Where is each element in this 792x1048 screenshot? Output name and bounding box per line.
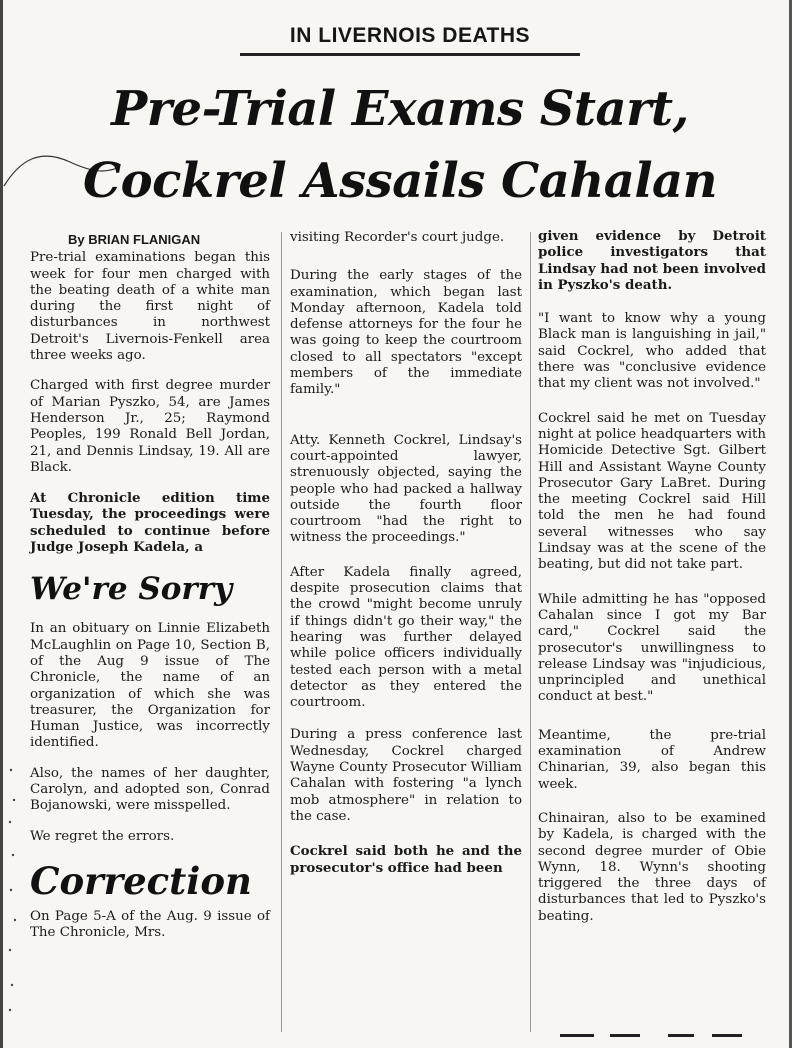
paragraph: Cockrel said he met on Tuesday night at police headquarters with Homicide Detective Sgt. Gilbert Hill and Assistant Wayne County Prosecutor Gary LaBret. During the meeting Cockrel said Hill told the men he had found several witnesses who say Lindsay was at the scene of the beating, but did not take part. xyxy=(538,410,766,573)
kicker-underline xyxy=(240,53,580,56)
article-column-1 xyxy=(30,232,270,956)
footer-rule xyxy=(560,1034,594,1037)
paragraph: Atty. Kenneth Cockrel, Lindsay's court-appointed lawyer, strenuously objected, saying the people who had packed a hallway outside the fourth floor courtroom "had the right to witness the proceedings." xyxy=(290,432,522,546)
headline-line-2: Cockrel Assails Cahalan xyxy=(82,153,718,209)
paragraph: We regret the errors. xyxy=(30,828,175,844)
paragraph: At Chronicle edition time Tuesday, the proceedings were scheduled to continue before Judge Joseph Kadela, a xyxy=(30,490,270,556)
paragraph: Cockrel said both he and the prosecutor's office had been xyxy=(290,843,522,876)
paragraph: While admitting he has "opposed Cahalan since I got my Bar card," Cockrel said the prosecutor's unwillingness to release Lindsay was "injudicious, unprincipled and unethical conduct at best." xyxy=(538,591,766,705)
article-column-2 xyxy=(290,230,522,890)
paragraph: given evidence by Detroit police investigators that Lindsay had not been involved in Pyszko's death. xyxy=(538,228,766,293)
paragraph: Chinairan, also to be examined by Kadela, is charged with the second degree murder of Obie Wynn, 18. Wynn's shooting triggered the three days of disturbances that led to Pyszko's beating. xyxy=(538,810,766,924)
column-divider xyxy=(530,232,531,1032)
byline: By BRIAN FLANIGAN xyxy=(68,232,201,247)
paragraph: visiting Recorder's court judge. xyxy=(290,230,505,245)
kicker: IN LIVERNOIS DEATHS xyxy=(289,24,531,47)
paragraph: During a press conference last Wednesday, Cockrel charged Wayne County Prosecutor William Cahalan with fostering "a lynch mob atmosphere" in relation to the case. xyxy=(290,727,522,824)
paragraph: Also, the names of her daughter, Carolyn, and adopted son, Conrad Bojanowski, were misspelled. xyxy=(30,765,270,814)
paragraph: After Kadela finally agreed, despite prosecution claims that the crowd "might become unruly if things didn't go their way," the hearing was further delayed while police officers individually tested each person with a metal detector as they entered the courtroom. xyxy=(290,564,522,711)
article-column-3 xyxy=(538,228,766,939)
scan-speckle-marks xyxy=(5,760,25,1020)
headline-line-1: Pre-Trial Exams Start, xyxy=(111,81,689,137)
sorry-heading: We're Sorry xyxy=(30,571,233,608)
paragraph: Meantime, the pre-trial examination of Andrew Chinarian, 39, also began this week. xyxy=(538,727,766,792)
footer-rule xyxy=(610,1034,640,1037)
correction-heading: Correction xyxy=(30,858,252,903)
paragraph: In an obituary on Linnie Elizabeth McLaughlin on Page 10, Section B, of the Aug 9 issue of The Chronicle, the name of an organization of which she was treasurer, the Organization for Human Justice, was incorrectly identified. xyxy=(30,621,270,751)
paragraph: During the early stages of the examination, which began last Monday afternoon, Kadela told defense attorneys for the four he was going to keep the courtroom closed to all spectators "except members of the immediate family." xyxy=(290,268,522,398)
footer-rule xyxy=(712,1034,742,1037)
paragraph: On Page 5-A of the Aug. 9 issue of The Chronicle, Mrs. xyxy=(30,908,270,941)
paragraph: Pre-trial examinations began this week for four men charged with the beating death of a white man during the first night of disturbances in northwest Detroit's Livernois-Fenkell area three weeks ago. xyxy=(30,250,270,364)
kicker-box xyxy=(240,21,580,55)
paragraph: "I want to know why a young Black man is languishing in jail," said Cockrel, who added that there was "conclusive evidence that my client was not involved." xyxy=(538,311,766,392)
footer-rule xyxy=(668,1034,694,1037)
paragraph: Charged with first degree murder of Marian Pyszko, 54, are James Henderson Jr., 25; Raymond Peoples, 199 Ronald Bell Jordan, 21, and Dennis Lindsay, 19. All are Black. xyxy=(30,378,270,475)
column-divider xyxy=(281,232,282,1032)
